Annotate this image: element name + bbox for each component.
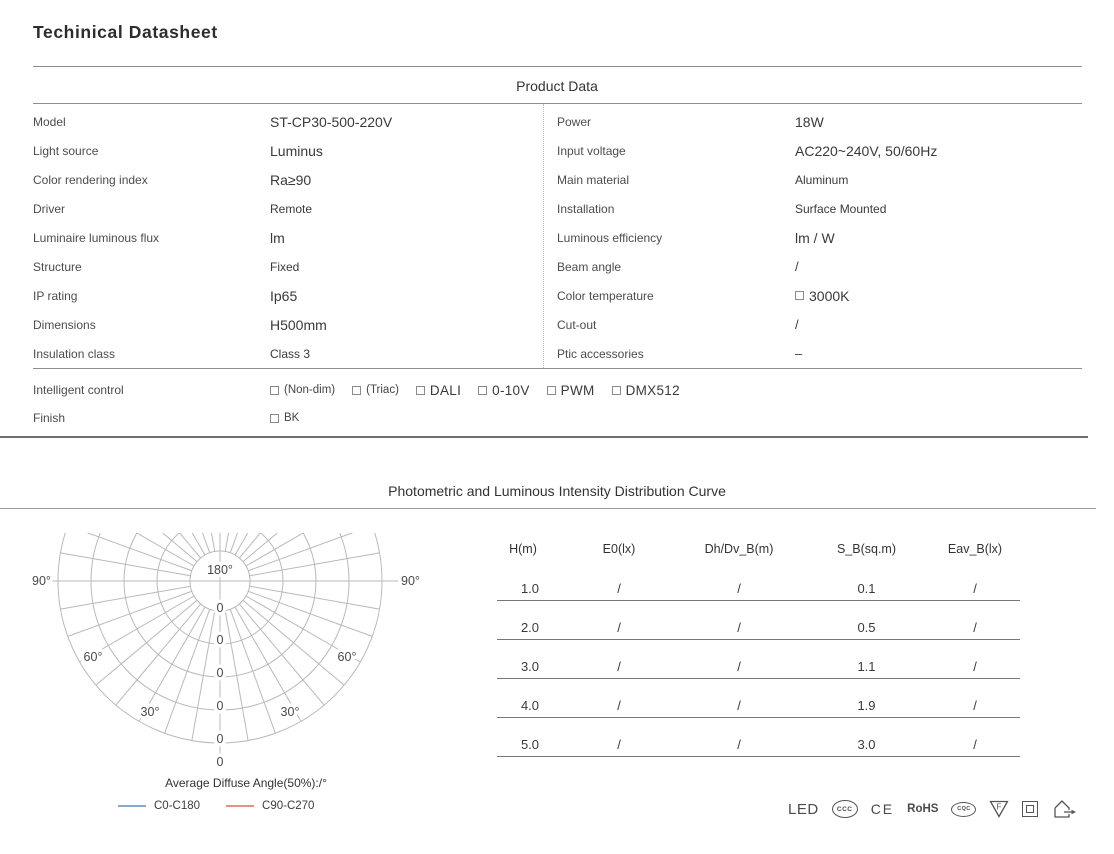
divider [0, 508, 1096, 509]
cell: / [617, 659, 621, 674]
checkbox-icon [612, 386, 621, 395]
legend-line-c0-c180 [118, 805, 146, 807]
table-row [497, 679, 1020, 718]
spec-label: Finish [33, 411, 66, 425]
ccc-icon [832, 800, 858, 818]
spec-label: Main material [557, 172, 630, 187]
product-spec-table [33, 104, 1082, 368]
spec-value: AC220~240V, 50/60Hz [795, 142, 938, 159]
svg-text:60°: 60° [337, 650, 357, 664]
svg-text:60°: 60° [83, 650, 103, 664]
spec-row-beam-angle [557, 252, 1082, 281]
cell: / [973, 659, 977, 674]
option-0-10v: 0-10V [478, 383, 530, 398]
spec-row-ip-rating [33, 281, 543, 310]
svg-text:90°: 90° [32, 574, 51, 588]
cell: 0.1 [857, 581, 876, 596]
checkbox-icon [270, 414, 279, 423]
checkbox-icon [547, 386, 556, 395]
cell: / [617, 581, 621, 596]
table-row [497, 718, 1020, 757]
spec-label: Installation [557, 201, 615, 216]
cell: 1.1 [857, 659, 876, 674]
spec-value: Luminus [270, 142, 323, 159]
table-row [497, 601, 1020, 640]
svg-text:30°: 30° [140, 705, 160, 719]
spec-value: – [795, 346, 803, 361]
cell: / [737, 581, 741, 596]
table-row [497, 640, 1020, 679]
spec-label: Luminaire luminous flux [33, 230, 160, 245]
ccc-text: CCC [836, 805, 853, 813]
cell: / [737, 698, 741, 713]
legend-label-c90-c270: C90-C270 [262, 800, 315, 812]
checkbox-icon [478, 386, 487, 395]
spec-label: Power [557, 114, 592, 129]
ce-icon: CE [870, 801, 895, 817]
option-dali: DALI [416, 383, 461, 398]
spec-row-cri [33, 165, 543, 194]
col-header-dhdv: Dh/Dv_B(m) [704, 542, 774, 556]
photometric-heading: Photometric and Luminous Intensity Distribution Curve [388, 483, 726, 499]
option-triac: (Triac) [352, 384, 399, 396]
spec-value: lm / W [795, 229, 835, 246]
spec-row-installation [557, 194, 1082, 223]
spec-row-power [557, 107, 1082, 136]
spec-value: Fixed [270, 259, 300, 274]
spec-row-input-voltage [557, 136, 1082, 165]
double-insulation-inner [1026, 805, 1034, 813]
finish-row [33, 404, 1082, 432]
spec-value: Aluminum [795, 172, 849, 187]
col-header-sb: S_B(sq.m) [836, 542, 897, 556]
product-spec-right-column [543, 104, 1082, 368]
col-header-eav: Eav_B(lx) [947, 542, 1003, 556]
color-temperature-value: 3000K [809, 287, 850, 304]
spec-label: Cut-out [557, 317, 597, 332]
legend-label-c0-c180: C0-C180 [154, 800, 201, 812]
cqc-icon [951, 802, 976, 817]
spec-value: / [795, 317, 799, 332]
spec-row-cut-out [557, 310, 1082, 339]
photometric-table-header [483, 536, 1020, 562]
svg-text:0: 0 [216, 755, 224, 769]
cell: 0.5 [857, 620, 876, 635]
divider [33, 368, 1082, 369]
cell: / [737, 659, 741, 674]
spec-row-efficiency [557, 223, 1082, 252]
spec-label: Ptic accessories [557, 346, 644, 361]
cell: / [617, 620, 621, 635]
spec-value: lm [270, 229, 285, 246]
spec-label: Structure [33, 259, 82, 274]
page-title: Techinical Datasheet [33, 22, 218, 42]
cell: 3.0 [857, 737, 876, 752]
svg-text:0: 0 [216, 666, 224, 680]
spec-label: Beam angle [557, 259, 622, 274]
divider [33, 66, 1082, 67]
spec-row-color-temperature [557, 281, 1082, 310]
option-pwm: PWM [547, 383, 595, 398]
spec-label: Intelligent control [33, 383, 124, 397]
spec-label: Color temperature [557, 288, 654, 303]
col-header-e0: E0(lx) [602, 542, 636, 556]
spec-row-light-source [33, 136, 543, 165]
cell: / [973, 698, 977, 713]
photometric-table [483, 536, 1020, 757]
spec-value: Ip65 [270, 287, 298, 304]
option-bk: BK [270, 412, 299, 424]
svg-text:0: 0 [216, 633, 224, 647]
spec-label: Insulation class [33, 346, 116, 361]
spec-row-material [557, 165, 1082, 194]
cell: / [617, 698, 621, 713]
photometric-polar-chart [24, 520, 424, 770]
spec-value: Class 3 [270, 346, 311, 361]
product-spec-left-column [33, 104, 543, 368]
cell: 2.0 [520, 620, 540, 635]
checkbox-icon [416, 386, 425, 395]
cqc-text: CQC [957, 806, 971, 812]
diffuse-angle-label: Average Diffuse Angle(50%):/° [165, 776, 327, 790]
control-options [270, 383, 680, 398]
spec-label: Input voltage [557, 143, 626, 158]
spec-value [795, 288, 849, 304]
spec-label: Luminous efficiency [557, 230, 663, 245]
spec-value: ST-CP30-500-220V [270, 113, 393, 130]
section-divider [0, 436, 1088, 438]
cell: 4.0 [520, 698, 540, 713]
spec-value: H500mm [270, 316, 327, 333]
spec-row-driver [33, 194, 543, 223]
led-label: LED [788, 800, 819, 818]
cell: / [973, 581, 977, 596]
table-row [497, 562, 1020, 601]
spec-row-insulation [33, 339, 543, 368]
certification-icons [788, 798, 1077, 820]
svg-text:0: 0 [216, 601, 224, 615]
spec-label: IP rating [33, 288, 78, 303]
checkbox-icon [352, 386, 361, 395]
spec-label: Light source [33, 143, 99, 158]
svg-text:180°: 180° [207, 563, 233, 577]
spec-value: Surface Mounted [795, 201, 887, 216]
svg-text:30°: 30° [280, 705, 300, 719]
legend-line-c90-c270 [226, 805, 254, 807]
cell: 3.0 [520, 659, 540, 674]
double-insulation-icon [1022, 801, 1038, 817]
spec-label: Dimensions [33, 317, 96, 332]
cell: / [973, 620, 977, 635]
product-data-heading: Product Data [516, 78, 598, 94]
intelligent-control-row [33, 376, 1082, 404]
spec-label: Model [33, 114, 66, 129]
spec-value: / [795, 259, 799, 274]
cell: 1.0 [520, 581, 540, 596]
rohs-label: RoHS [907, 803, 939, 815]
f-triangle-icon [989, 800, 1009, 818]
spec-value: Ra≥90 [270, 171, 312, 188]
col-header-h: H(m) [509, 542, 537, 556]
svg-text:0: 0 [216, 699, 224, 713]
cell: 5.0 [520, 737, 540, 752]
chart-legend [118, 800, 314, 812]
spec-row-structure [33, 252, 543, 281]
indoor-use-house-icon [1051, 798, 1077, 820]
spec-row-accessories [557, 339, 1082, 368]
checkbox-icon [270, 386, 279, 395]
cell: 1.9 [857, 698, 876, 713]
spec-value: 18W [795, 113, 824, 130]
spec-label: Driver [33, 201, 65, 216]
svg-text:0: 0 [216, 732, 224, 746]
spec-label: Color rendering index [33, 172, 148, 187]
option-dmx512: DMX512 [612, 383, 680, 398]
spec-row-dimensions [33, 310, 543, 339]
cell: / [973, 737, 977, 752]
spec-row-model [33, 107, 543, 136]
finish-options [270, 412, 299, 424]
cell: / [737, 620, 741, 635]
spec-row-luminous-flux [33, 223, 543, 252]
spec-value: Remote [270, 201, 313, 216]
cell: / [617, 737, 621, 752]
checkbox-icon [795, 291, 804, 300]
option-non-dim: (Non-dim) [270, 384, 335, 396]
svg-text:90°: 90° [401, 574, 420, 588]
cell: / [737, 737, 741, 752]
svg-text:F: F [997, 802, 1002, 812]
